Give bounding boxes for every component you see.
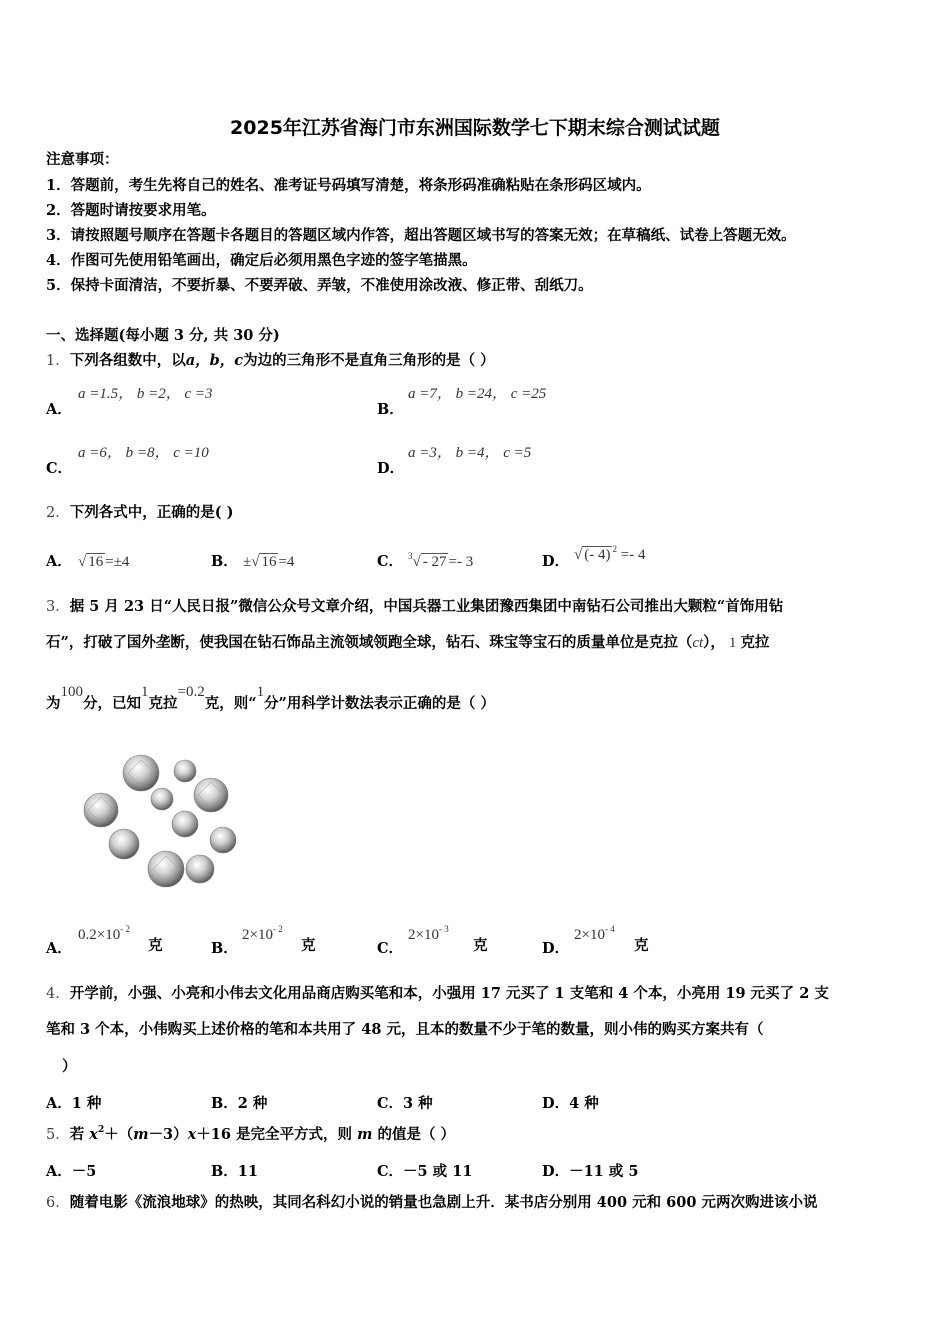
notice-heading: 注意事项： bbox=[46, 151, 119, 168]
unit: 克 bbox=[148, 937, 163, 954]
question-1 bbox=[46, 351, 495, 371]
option-c-expr bbox=[408, 925, 449, 946]
option-b: B．11 bbox=[211, 1163, 258, 1180]
equals-value: =0.2 bbox=[177, 684, 205, 700]
notice-item: 2．答题时请按要求用笔。 bbox=[46, 202, 216, 219]
question-text: 为 bbox=[46, 695, 61, 712]
option-a-expr: a =1.5， b =2， c =3 bbox=[78, 386, 213, 402]
var-m: m bbox=[133, 1126, 149, 1143]
question-text: ）， bbox=[703, 634, 725, 651]
option-b-label: B． bbox=[377, 401, 404, 418]
option-b-expr: ±√ 16 =4 bbox=[243, 554, 295, 570]
question-5 bbox=[46, 1125, 455, 1147]
unit-ct: ct bbox=[692, 635, 704, 651]
prefix: ± bbox=[243, 554, 252, 570]
exponent: - 2 bbox=[272, 924, 283, 934]
number-one: 1 bbox=[256, 684, 265, 700]
unit: 克 bbox=[634, 937, 649, 954]
question-text: 据 5 月 23 日“人民日报”微信公众号文章介绍，中国兵器工业集团豫西集团中南钻石公司推出大颗粒“首饰用钻 bbox=[69, 598, 784, 615]
question-text: 分，已知 bbox=[83, 695, 141, 712]
option-c: C．－5 或 11 bbox=[377, 1163, 473, 1180]
page-title: 2025年江苏省海门市东洲国际数学七下期末综合测试试题 bbox=[230, 117, 720, 139]
option-b-expr: a =7， b =24， c =25 bbox=[408, 386, 547, 402]
option-b-label: B． bbox=[211, 940, 238, 957]
var-x: x bbox=[89, 1126, 98, 1143]
option-a-label: A． bbox=[46, 940, 72, 957]
option-a: A．－5 bbox=[46, 1163, 97, 1180]
radicand: 16 bbox=[261, 554, 277, 570]
notice-item: 3．请按照题号顺序在答题卡各题目的答题区域内作答，超出答题区域书写的答案无效；在草稿纸、试卷上答题无效。 bbox=[46, 227, 796, 244]
base: 2×10 bbox=[408, 927, 439, 943]
diamond-gems bbox=[84, 755, 236, 887]
question-3-line bbox=[46, 633, 769, 653]
option-c-label: C． bbox=[46, 460, 73, 477]
exponent: - 3 bbox=[438, 924, 449, 934]
option-a-label: A． bbox=[46, 401, 72, 418]
question-4-line: ） bbox=[62, 1058, 77, 1075]
unit: 克 bbox=[301, 937, 316, 954]
option-a-expr bbox=[78, 925, 130, 946]
option-b: B．2 种 bbox=[211, 1095, 268, 1112]
question-text: 克，则“ bbox=[204, 695, 257, 712]
option-d-expr: √ (- 4) $^2$ =- 4 bbox=[574, 544, 646, 563]
option-c-expr: a =6， b =8， c =10 bbox=[78, 445, 209, 461]
question-4-line bbox=[46, 984, 829, 1004]
question-number: 6． bbox=[46, 1195, 70, 1211]
question-text: ＋（ bbox=[104, 1126, 134, 1143]
question-text: －3） bbox=[148, 1126, 188, 1143]
option-d: D．－11 或 5 bbox=[542, 1163, 639, 1180]
question-2 bbox=[46, 503, 234, 523]
question-text: 石”，打破了国外垄断，使我国在钻石饰品主流领域领跑全球，钻石、珠宝等宝石的质量单位是克拉（ bbox=[46, 634, 693, 651]
radicand: (- 4) bbox=[584, 547, 611, 563]
question-3-line bbox=[46, 597, 783, 617]
rhs: =4 bbox=[278, 554, 295, 570]
base: 2×10 bbox=[242, 927, 273, 943]
question-4-line: 笔和 3 个本，小伟购买上述价格的笔和本共用了 48 元，且本的数量不少于笔的数量，则小伟的购买方案共有（ bbox=[46, 1021, 764, 1038]
exponent: - 4 bbox=[604, 924, 615, 934]
question-text: 若 bbox=[69, 1126, 90, 1143]
question-vars: a，b，c bbox=[185, 352, 244, 369]
rhs: =- 4 bbox=[620, 547, 646, 563]
notice-item: 4．作图可先使用铅笔画出，确定后必须用黑色字迹的签字笔描黑。 bbox=[46, 252, 477, 269]
option-d-expr: a =3， b =4， c =5 bbox=[408, 445, 532, 461]
question-text: 下列各组数中，以 bbox=[69, 352, 186, 369]
exponent: 2 bbox=[97, 1125, 105, 1135]
option-c: C．3 种 bbox=[377, 1095, 433, 1112]
option-a: A．1 种 bbox=[46, 1095, 102, 1112]
question-text: 的值是（ ） bbox=[372, 1126, 456, 1143]
option-c-expr: $^3$√ - 27 =- 3 bbox=[408, 551, 474, 570]
option-d: D．4 种 bbox=[542, 1095, 599, 1112]
option-a-expr: √ 16 =±4 bbox=[78, 554, 130, 570]
base: 0.2×10 bbox=[78, 927, 121, 943]
question-number: 2． bbox=[46, 505, 70, 521]
question-text: 开学前，小强、小亮和小伟去文化用品商店购买笔和本，小强用 17 元买了 1 支笔和 4 个本，小亮用 19 元买了 2 支 bbox=[69, 985, 829, 1002]
exponent: 2 bbox=[612, 544, 617, 554]
option-d-label: D． bbox=[542, 940, 570, 957]
question-number: 4． bbox=[46, 986, 70, 1002]
rhs: =±4 bbox=[105, 554, 130, 570]
notice-item: 1．答题前，考生先将自己的姓名、准考证号码填写清楚，将条形码准确粘贴在条形码区域内。 bbox=[46, 177, 651, 194]
radicand: 16 bbox=[88, 554, 104, 570]
question-6 bbox=[46, 1193, 817, 1213]
option-d-expr bbox=[574, 925, 615, 946]
question-number: 5． bbox=[46, 1127, 70, 1143]
number-one: 1 bbox=[141, 684, 149, 700]
question-3-line bbox=[46, 684, 495, 714]
option-b-expr bbox=[242, 925, 283, 946]
question-number: 1． bbox=[46, 353, 70, 369]
rhs: =- 3 bbox=[448, 554, 474, 570]
var-m: m bbox=[357, 1126, 373, 1143]
diamonds-image bbox=[78, 750, 248, 895]
var-x: x bbox=[187, 1126, 197, 1143]
option-c-label: C． bbox=[377, 553, 404, 570]
option-c-label: C． bbox=[377, 940, 404, 957]
question-text: 克拉 bbox=[740, 634, 770, 651]
question-text: 下列各式中，正确的是( ) bbox=[69, 504, 234, 521]
base: 2×10 bbox=[574, 927, 605, 943]
question-text: 克拉 bbox=[148, 695, 178, 712]
option-a-label: A． bbox=[46, 553, 72, 570]
option-b-label: B． bbox=[211, 553, 238, 570]
question-text: 随着电影《流浪地球》的热映，其同名科幻小说的销量也急剧上升．某书店分别用 400 元和 600 元两次购进该小说 bbox=[69, 1194, 818, 1211]
option-d-label: D． bbox=[377, 460, 405, 477]
exponent: - 2 bbox=[120, 924, 130, 934]
number-one: 1 bbox=[728, 635, 737, 651]
radicand: - 27 bbox=[422, 554, 447, 570]
root-index: 3 bbox=[408, 551, 413, 561]
option-d-label: D． bbox=[542, 553, 570, 570]
unit: 克 bbox=[473, 937, 488, 954]
section-heading: 一、选择题(每小题 3 分, 共 30 分) bbox=[46, 327, 280, 344]
question-text: 分”用科学计数法表示正确的是（ ） bbox=[264, 695, 495, 712]
question-number: 3． bbox=[46, 599, 70, 615]
question-text: ＋16 是完全平方式，则 bbox=[196, 1126, 358, 1143]
notice-item: 5．保持卡面清洁，不要折暴、不要弄破、弄皱，不准使用涂改液、修正带、刮纸刀。 bbox=[46, 277, 593, 294]
question-text: 为边的三角形不是直角三角形的是（ ） bbox=[243, 352, 495, 369]
number-hundred: 100 bbox=[60, 684, 83, 700]
